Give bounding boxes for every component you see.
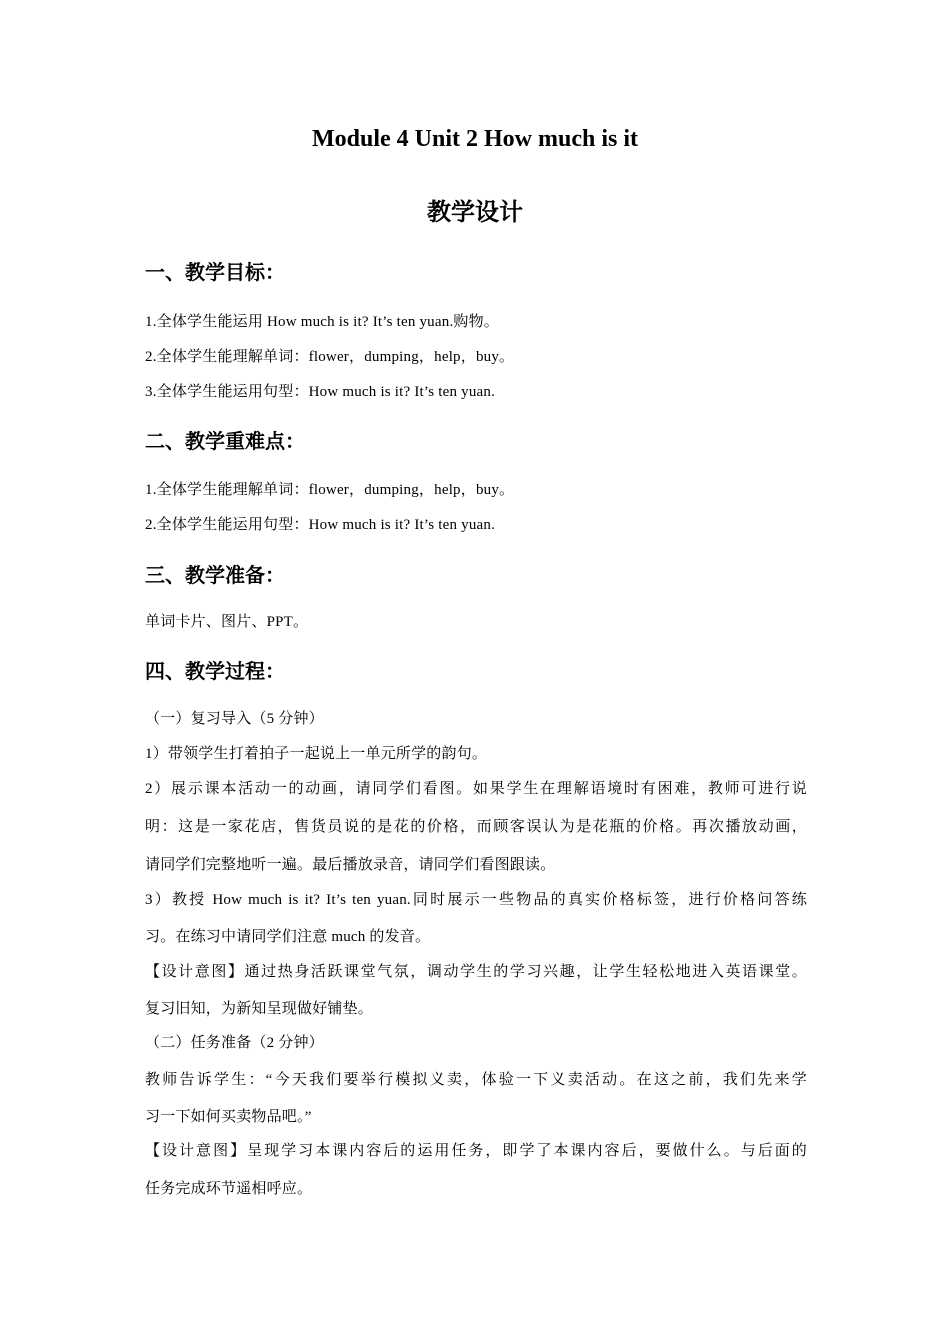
document-title: Module 4 Unit 2 How much is it xyxy=(311,126,638,152)
section-heading-key-points: 二、教学重难点： xyxy=(145,429,305,453)
process-line: 3）教授 How much is it? It’s ten yuan.同时展示一些物品的真实价格标签，进行价格问答练 xyxy=(145,892,807,908)
process-line: 复习旧知，为新知呈现做好铺垫。 xyxy=(145,1001,374,1017)
process-line: （一）复习导入（5 分钟） xyxy=(145,711,324,727)
process-line: 2）展示课本活动一的动画，请同学们看图。如果学生在理解语境时有困难，教师可进行说 xyxy=(145,781,807,797)
process-line: 【设计意图】通过热身活跃课堂气氛，调动学生的学习兴趣，让学生轻松地进入英语课堂。 xyxy=(145,964,807,980)
process-line: 任务完成环节遥相呼应。 xyxy=(145,1181,313,1197)
preparation-text: 单词卡片、图片、PPT。 xyxy=(145,614,309,630)
key-point-item: 1.全体学生能理解单词：flower，dumping，help，buy。 xyxy=(145,482,515,498)
section-heading-goals: 一、教学目标： xyxy=(145,260,285,284)
process-line: 明：这是一家花店，售货员说的是花的价格，而顾客误认为是花瓶的价格。再次播放动画， xyxy=(145,819,807,835)
section-heading-preparation: 三、教学准备： xyxy=(145,563,285,587)
document-subtitle: 教学设计 xyxy=(427,197,523,226)
goal-item: 2.全体学生能理解单词：flower，dumping，help，buy。 xyxy=(145,349,515,365)
process-line: （二）任务准备（2 分钟） xyxy=(145,1035,324,1051)
process-line: 习。在练习中请同学们注意 much 的发音。 xyxy=(145,929,431,945)
process-line: 【设计意图】呈现学习本课内容后的运用任务，即学了本课内容后，要做什么。与后面的 xyxy=(145,1143,807,1159)
section-heading-process: 四、教学过程： xyxy=(145,659,285,683)
process-line: 1）带领学生打着拍子一起说上一单元所学的韵句。 xyxy=(145,746,488,762)
goal-item: 1.全体学生能运用 How much is it? It’s ten yuan.购物。 xyxy=(145,314,499,330)
key-point-item: 2.全体学生能运用句型：How much is it? It’s ten yuan. xyxy=(145,517,496,533)
process-line: 教师告诉学生：“今天我们要举行模拟义卖，体验一下义卖活动。在这之前，我们先来学 xyxy=(145,1072,807,1088)
process-line: 习一下如何买卖物品吧。” xyxy=(145,1109,312,1125)
process-line: 请同学们完整地听一遍。最后播放录音，请同学们看图跟读。 xyxy=(145,857,556,873)
goal-item: 3.全体学生能运用句型：How much is it? It’s ten yuan. xyxy=(145,384,496,400)
